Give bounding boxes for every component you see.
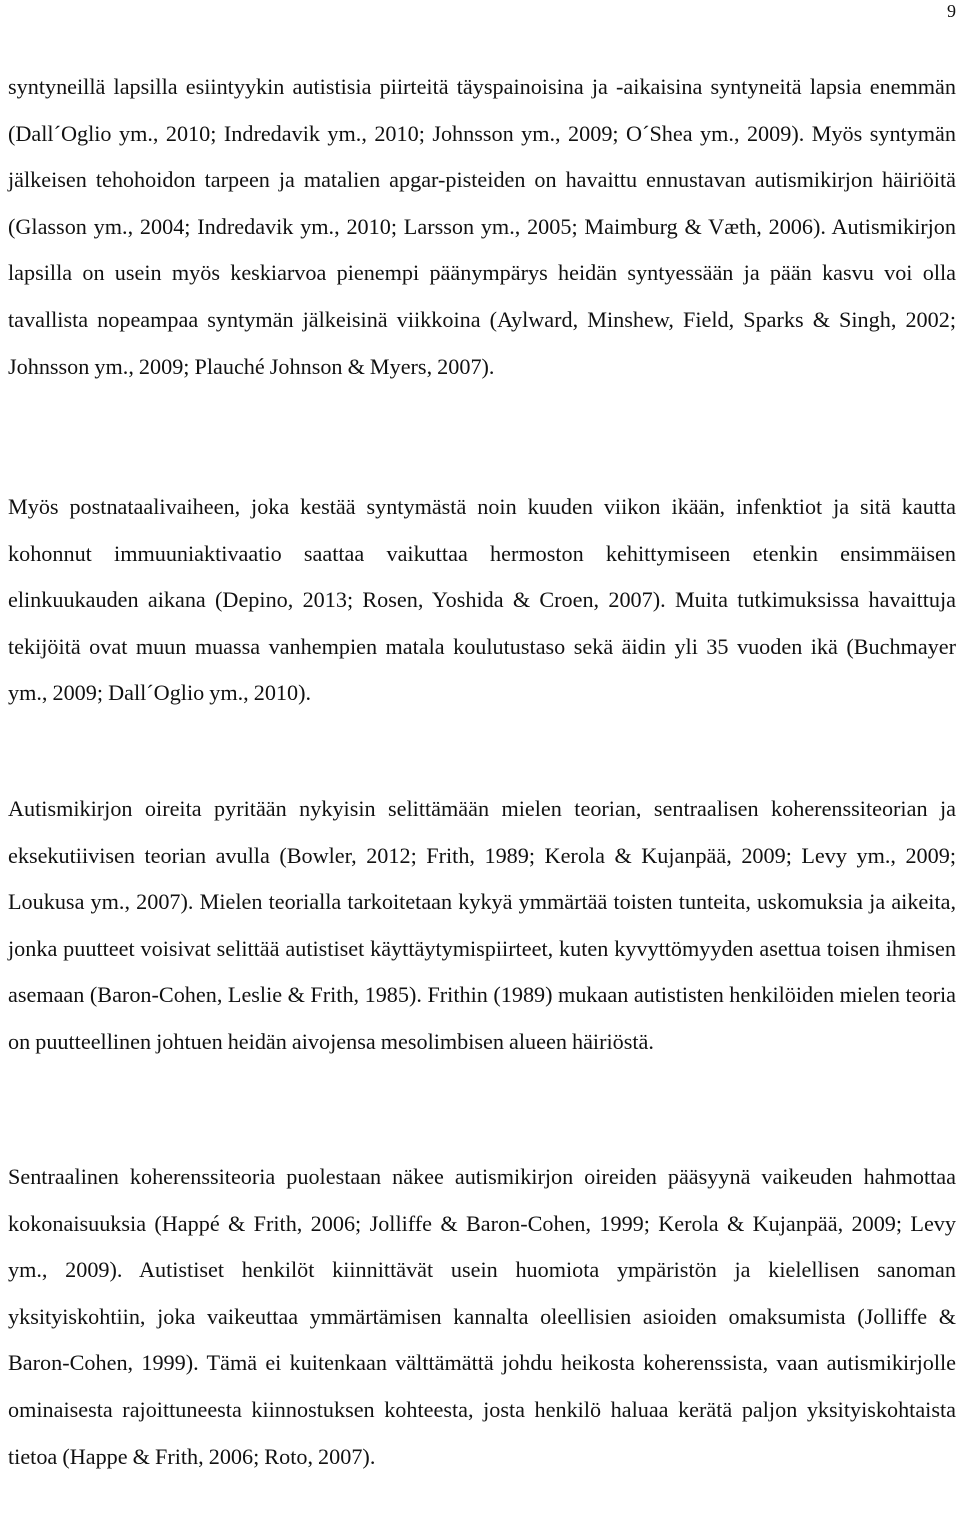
paragraph-3: Autismikirjon oireita pyritään nykyisin selittämään mielen teorian, sentraalisen koherenssiteorian ja eksekutiivisen teorian avulla (Bowler, 2012; Frith, 1989; Kerola & Kujanpää, 2009; Levy ym., 2009; Loukusa ym., 2007). Mielen teorialla tarkoitetaan kykyä ymmärtää toisten tunteita, uskomuksia ja aikeita, jonka puutteet voisivat selittää autistiset käyttäytymispiirteet, kuten kyvyttömyyden asettua toisen ihmisen asemaan (Baron-Cohen, Leslie & Frith, 1985). Frithin (1989) mukaan autististen henkilöiden mielen teoria on puutteellinen johtuen heidän aivojensa mesolimbisen alueen häiriöstä. (8, 796, 956, 1054)
page-number: 9 (947, 1, 956, 21)
paragraph-1: syntyneillä lapsilla esiintyykin autistisia piirteitä täyspainoisina ja -aikaisina syntyneitä lapsia enemmän (Dall´Oglio ym., 2010; Indredavik ym., 2010; Johnsson ym., 2009; O´Shea ym., 2009). Myös syntymän jälkeisen tehohoidon tarpeen ja matalien apgar-pisteiden on havaittu ennustavan autismikirjon häiriöitä (Glasson ym., 2004; Indredavik ym., 2010; Larsson ym., 2005; Maimburg & Væth, 2006). Autismikirjon lapsilla on usein myös keskiarvoa pienempi päänympärys heidän syntyessään ja pään kasvu voi olla tavallista nopeampaa syntymän jälkeisinä viikkoina (Aylward, Minshew, Field, Sparks & Singh, 2002; Johnsson ym., 2009; Plauché Johnson & Myers, 2007). (8, 74, 956, 379)
paragraph-2: Myös postnataalivaiheen, joka kestää syntymästä noin kuuden viikon ikään, infenktiot ja sitä kautta kohonnut immuuniaktivaatio saattaa vaikuttaa hermoston kehittymiseen etenkin ensimmäisen elinkuukauden aikana (Depino, 2013; Rosen, Yoshida & Croen, 2007). Muita tutkimuksissa havaittuja tekijöitä ovat muun muassa vanhempien matala koulutustaso sekä äidin yli 35 vuoden ikä (Buchmayer ym., 2009; Dall´Oglio ym., 2010). (8, 494, 956, 706)
paragraph-4: Sentraalinen koherenssiteoria puolestaan näkee autismikirjon oireiden pääsyynä vaikeuden hahmottaa kokonaisuuksia (Happé & Frith, 2006; Jolliffe & Baron-Cohen, 1999; Kerola & Kujanpää, 2009; Levy ym., 2009). Autistiset henkilöt kiinnittävät usein huomiota ympäristön ja kielellisen sanoman yksityiskohtiin, joka vaikeuttaa ymmärtämisen kannalta oleellisien asioiden omaksumista (Jolliffe & Baron-Cohen, 1999). Tämä ei kuitenkaan välttämättä johdu heikosta koherenssista, vaan autismikirjolle ominaisesta rajoittuneesta kiinnostuksen kohteesta, josta henkilö haluaa kerätä paljon yksityiskohtaista tietoa (Happe & Frith, 2006; Roto, 2007). (8, 1164, 956, 1469)
